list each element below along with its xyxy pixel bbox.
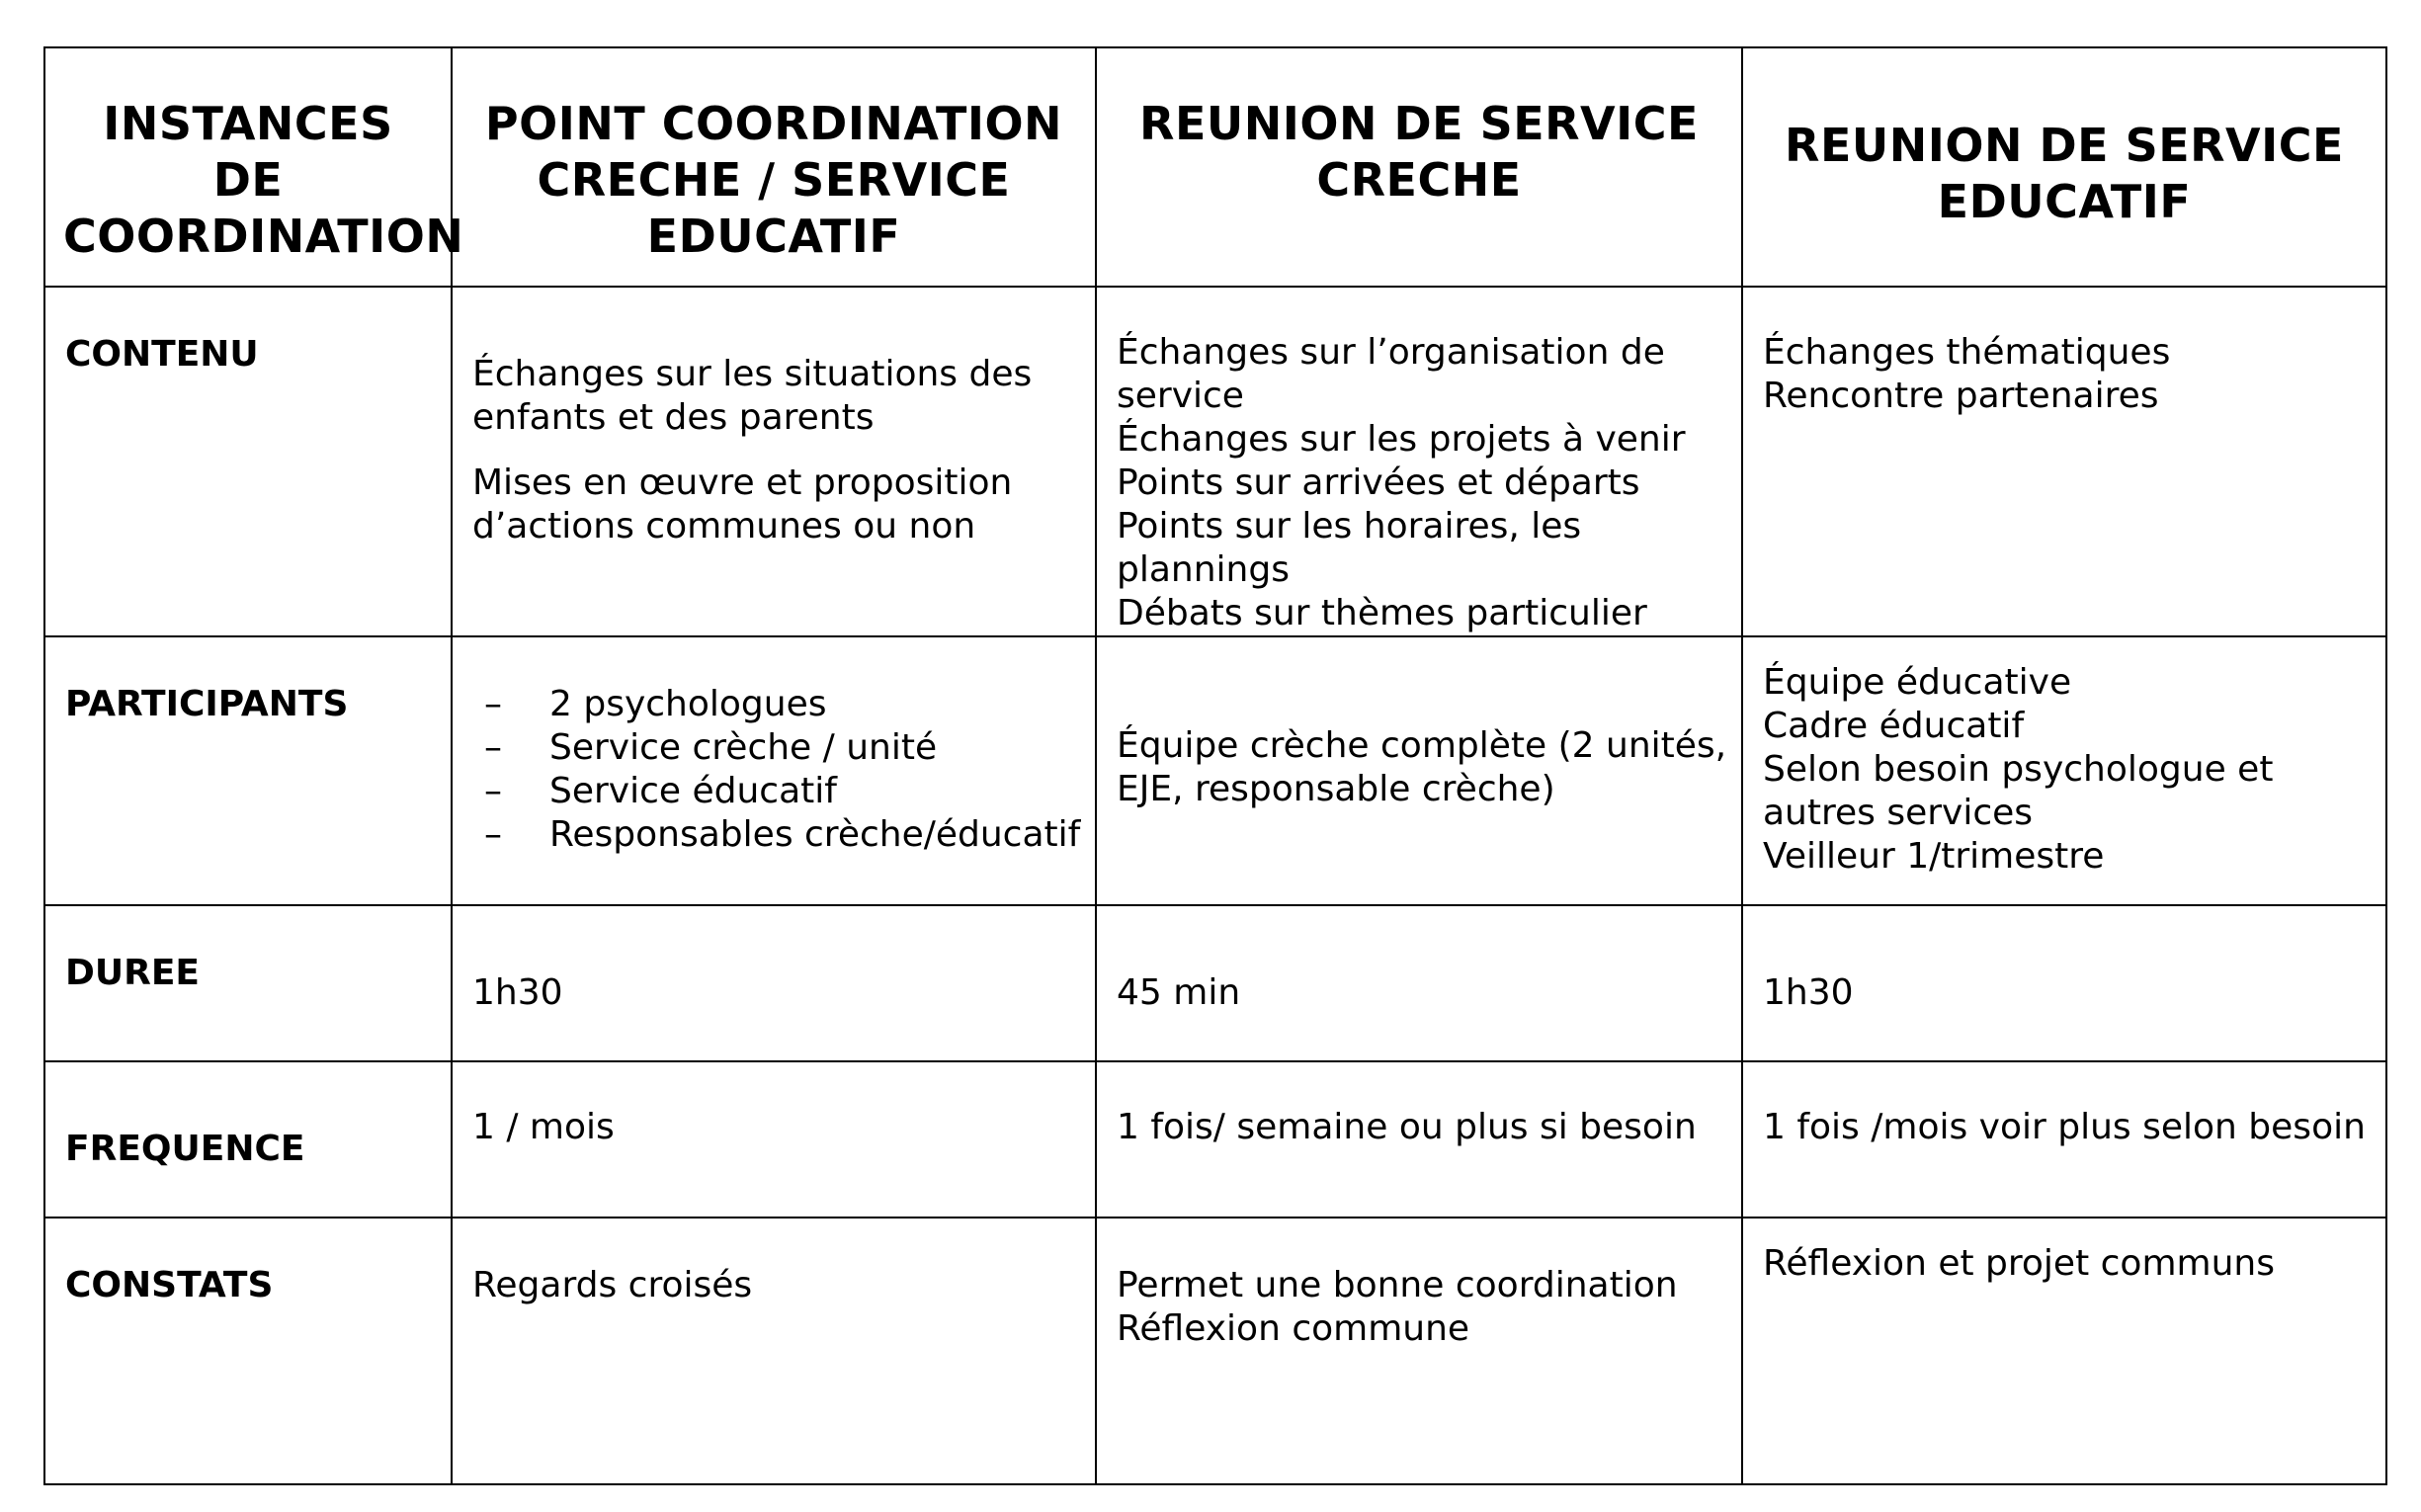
- contenu-creche-line-2: Échanges sur les projets à venir: [1117, 419, 1686, 460]
- row-label-participants: PARTICIPANTS: [65, 684, 349, 724]
- header-text-reunion-educatif: REUNION DE SERVICE EDUCATIF: [1785, 119, 2344, 228]
- cell-frequence-point-coordination: [452, 1061, 1096, 1218]
- cell-constats-reunion-educatif: [1742, 1218, 2386, 1484]
- duree-educatif-text: 1h30: [1763, 972, 1854, 1013]
- cell-participants-reunion-creche: [1096, 636, 1742, 905]
- header-text-reunion-creche: REUNION DE SERVICE CRECHE: [1139, 97, 1699, 207]
- row-label-cell-participants: [44, 636, 452, 905]
- header-cell-reunion-creche: [1096, 47, 1742, 287]
- contenu-point-line-2: Mises en œuvre et proposition d’actions communes ou non: [472, 462, 1013, 546]
- cell-constats-reunion-creche: [1096, 1218, 1742, 1484]
- coordination-table: [43, 46, 2387, 1485]
- contenu-creche-line-4: Points sur les horaires, les plannings: [1117, 506, 1582, 590]
- cell-contenu-reunion-educatif: [1742, 287, 2386, 636]
- cell-constats-point-coordination: [452, 1218, 1096, 1484]
- row-label-cell-constats: [44, 1218, 452, 1484]
- list-item: [472, 813, 1081, 857]
- dash-bullet: –: [484, 727, 502, 768]
- header-text-instances: INSTANCES DE COORDINATION: [63, 97, 464, 263]
- contenu-creche-line-1: Échanges sur l’organisation de service: [1117, 332, 1665, 416]
- participants-point-list: [472, 683, 1081, 857]
- cell-participants-point-coordination: [452, 636, 1096, 905]
- participants-creche-text: Équipe crèche complète (2 unités, EJE, responsable crèche): [1117, 725, 1727, 809]
- header-row: [44, 47, 2386, 287]
- participants-point-item-2: Service crèche / unité: [549, 727, 938, 768]
- frequence-point-text: 1 / mois: [472, 1107, 615, 1147]
- header-cell-point-coordination: [452, 47, 1096, 287]
- participants-point-item-4: Responsables crèche/éducatif: [549, 814, 1081, 855]
- table-row-frequence: [44, 1061, 2386, 1218]
- row-label-constats: CONSTATS: [65, 1265, 274, 1305]
- dash-bullet: –: [484, 814, 502, 855]
- row-label-cell-duree: [44, 905, 452, 1061]
- cell-duree-reunion-creche: [1096, 905, 1742, 1061]
- table-row-contenu: [44, 287, 2386, 636]
- table-row-duree: [44, 905, 2386, 1061]
- table-row-constats: [44, 1218, 2386, 1484]
- row-label-cell-frequence: [44, 1061, 452, 1218]
- duree-creche-text: 45 min: [1117, 972, 1241, 1013]
- constats-creche-line-2: Réflexion commune: [1117, 1308, 1470, 1349]
- row-label-cell-contenu: [44, 287, 452, 636]
- cell-participants-reunion-educatif: [1742, 636, 2386, 905]
- list-item: [472, 770, 1081, 813]
- frequence-educatif-text: 1 fois /mois voir plus selon besoin: [1763, 1107, 2366, 1147]
- list-item: [472, 726, 1081, 770]
- cell-duree-point-coordination: [452, 905, 1096, 1061]
- row-label-contenu: CONTENU: [65, 334, 259, 375]
- row-label-frequence: FREQUENCE: [65, 1129, 305, 1169]
- row-label-duree: DUREE: [65, 953, 201, 993]
- contenu-educatif-line-1: Échanges thématiques: [1763, 332, 2171, 373]
- constats-point-text: Regards croisés: [472, 1265, 753, 1305]
- duree-point-text: 1h30: [472, 972, 563, 1013]
- participants-educatif-line-1: Équipe éducative: [1763, 662, 2072, 703]
- participants-educatif-line-3: Selon besoin psychologue et autres services: [1763, 749, 2274, 833]
- list-item: [472, 683, 1081, 726]
- participants-educatif-line-4: Veilleur 1/trimestre: [1763, 836, 2105, 877]
- participants-point-item-3: Service éducatif: [549, 771, 837, 811]
- cell-contenu-reunion-creche: [1096, 287, 1742, 636]
- dash-bullet: –: [484, 771, 502, 811]
- header-cell-reunion-educatif: [1742, 47, 2386, 287]
- frequence-creche-text: 1 fois/ semaine ou plus si besoin: [1117, 1107, 1697, 1147]
- participants-point-item-1: 2 psychologues: [549, 684, 827, 724]
- cell-frequence-reunion-educatif: [1742, 1061, 2386, 1218]
- header-cell-instances: [44, 47, 464, 287]
- cell-contenu-point-coordination: [452, 287, 1096, 636]
- contenu-creche-line-5: Débats sur thèmes particulier: [1117, 593, 1647, 633]
- cell-frequence-reunion-creche: [1096, 1061, 1742, 1218]
- header-text-point-coordination: POINT COORDINATION CRECHE / SERVICE EDUCATIF: [484, 97, 1063, 263]
- contenu-point-line-1: Échanges sur les situations des enfants et des parents: [472, 354, 1033, 438]
- constats-creche-line-1: Permet une bonne coordination: [1117, 1265, 1678, 1305]
- contenu-creche-line-3: Points sur arrivées et départs: [1117, 462, 1640, 503]
- dash-bullet: –: [484, 684, 502, 724]
- contenu-educatif-line-2: Rencontre partenaires: [1763, 376, 2159, 416]
- table-row-participants: [44, 636, 2386, 905]
- cell-duree-reunion-educatif: [1742, 905, 2386, 1061]
- constats-educatif-text: Réflexion et projet communs: [1763, 1243, 2275, 1284]
- participants-educatif-line-2: Cadre éducatif: [1763, 706, 2025, 746]
